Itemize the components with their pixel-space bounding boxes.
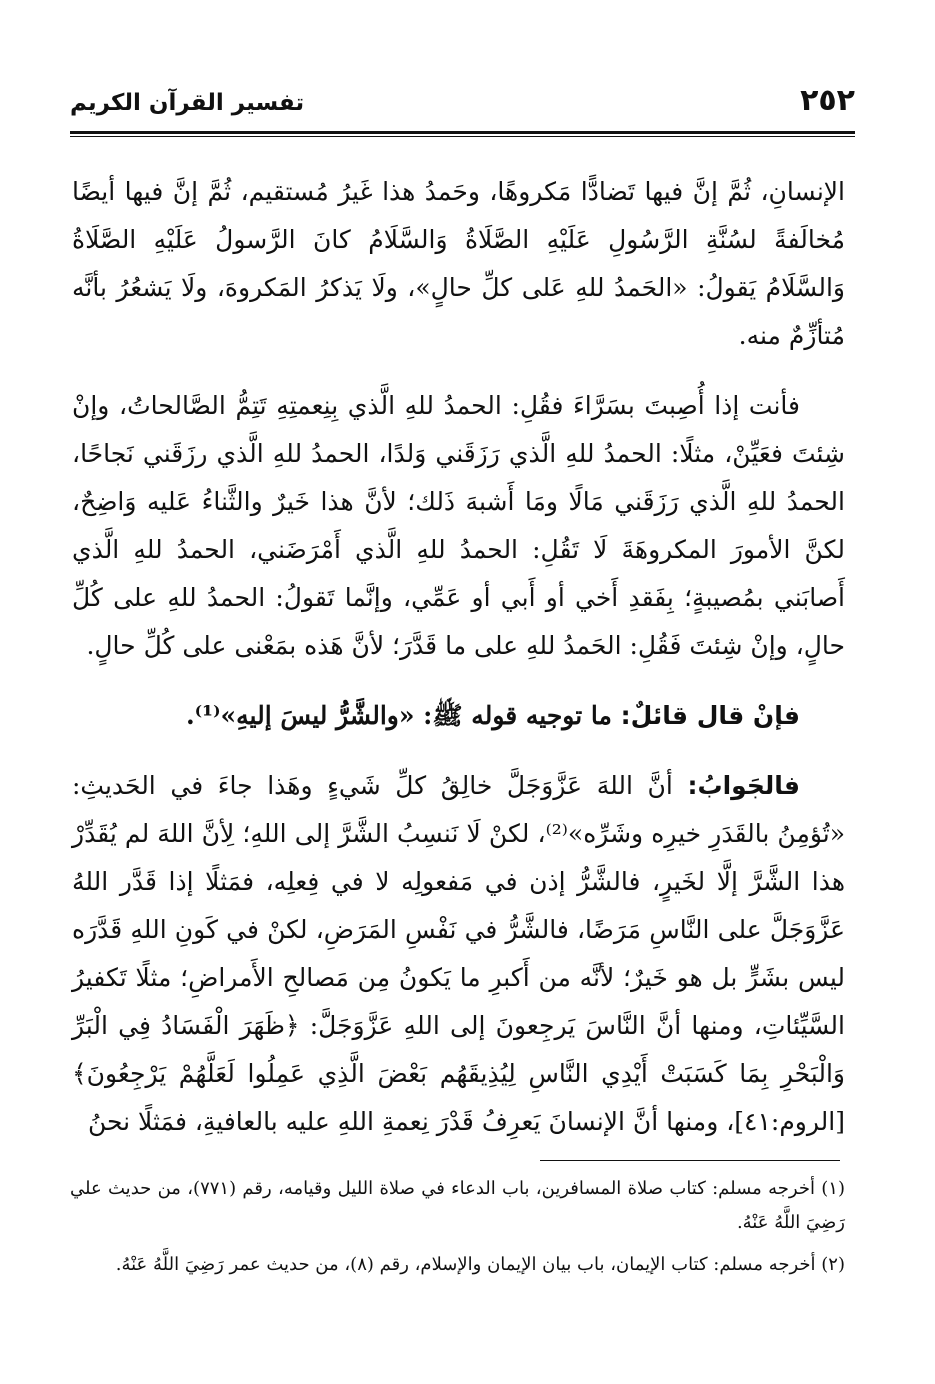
paragraph-lead: فإنْ قال قائلٌ: bbox=[620, 701, 800, 730]
paragraph bbox=[72, 762, 845, 1146]
footnote: (١) أخرجه مسلم: كتاب صلاة المسافرين، باب الدعاء في صلاة الليل وقيامه، رقم (٧٧١)، من حديث علي رَضِيَ اللَّهُ عَنْهُ. bbox=[70, 1178, 845, 1233]
page-header bbox=[70, 78, 855, 128]
footnote: (٢) أخرجه مسلم: كتاب الإيمان، باب بيان الإيمان والإسلام، رقم (٨)، من حديث عمر رَضِيَ اللَّهُ عَنْهُ. bbox=[115, 1254, 845, 1275]
paragraph-lead: فالجَوابُ: bbox=[687, 771, 800, 800]
header-rule bbox=[70, 131, 855, 134]
paragraph-text: الإنسانِ، ثُمَّ إنَّ فيها تَضادًّا مَكروهًا، وحَمدُ هذا غَيرُ مُستقيم، ثُمَّ إنَّ فيها أيضًا مُخالَفةً لسُنَّةِ الرَّسُولِ عَلَيْهِ الصَّلَاةُ وَالسَّلَامُ كانَ الرَّسولُ عَلَيْهِ الصَّلَاةُ وَالسَّلَامُ يَقولُ: «الحَمدُ للهِ عَلى كلِّ حالٍ»، ولَا يَذكرُ المَكروهَ، ولَا يَشعُرُ بأنَّه مُتأزِّمٌ منه. bbox=[72, 177, 845, 350]
page-number: ٢٥٢ bbox=[800, 83, 855, 118]
paragraph bbox=[72, 168, 845, 360]
paragraph-text: أنَّ اللهَ عَزَّوَجَلَّ خالِقُ كلِّ شَيءٍ وهَذا جاءَ في الحَديثِ: «تُؤمِنُ بالقَدَرِ خيرِه وشَرِّه»⁽²⁾، لكنْ لَا نَنسِبُ الشَّرَّ إلى اللهِ؛ لِأنَّ اللهَ لم يُقَدِّرْ هذا الشَّرَّ إلَّا لخَيرٍ، فالشَّرُّ إذن في مَفعولِه لا في فِعلِه، فمَثلًا إذا قَدَّر اللهُ عَزَّوَجَلَّ على النَّاسِ مَرَضًا، فالشَّرُّ في نَفْسِ المَرَضِ، لكنْ في كَونِ اللهِ قَدَّرَه ليس بشَرٍّ بل هو خَيرٌ؛ لأنَّه من أَكبرِ ما يَكونُ مِن مَصالحِ الأَمراضِ؛ مثلًا تَكفيرُ السَّيِّئاتِ، ومنها أنَّ النَّاسَ يَرجِعونَ إلى اللهِ عَزَّوَجَلَّ: ﴿ظَهَرَ الْفَسَادُ فِي الْبَرِّ وَالْبَحْرِ بِمَا كَسَبَتْ أَيْدِي النَّاسِ لِيُذِيقَهُم بَعْضَ الَّذِي عَمِلُوا لَعَلَّهُمْ يَرْجِعُونَ﴾ [الروم:٤١]، ومنها أنَّ الإنسانَ يَعرِفُ قَدْرَ نِعمةِ اللهِ عليه بالعافيةِ، فمَثلًا نحنُ bbox=[72, 771, 846, 1136]
footnotes bbox=[70, 1172, 845, 1290]
body-text bbox=[72, 168, 845, 1168]
paragraph-text: ما توجيه قوله ﷺ: «والشَّرُّ ليسَ إليهِ»⁽¹⁾. bbox=[185, 701, 621, 730]
paragraph bbox=[72, 382, 845, 670]
paragraph-text: فأنت إذا أُصِبتَ بسَرَّاءَ فقُلِ: الحمدُ للهِ الَّذي بِنِعمتِهِ تَتِمُّ الصَّالحاتُ، وإنْ شِئتَ فعَيِّنْ، مثلًا: الحمدُ للهِ الَّذي رَزَقَني وَلدًا، الحمدُ للهِ الَّذي رزَقَني نَجاحًا، الحمدُ للهِ الَّذي رَزَقَني مَالًا ومَا أَشبهَ ذَلك؛ لأنَّ هذا خَيرٌ والثَّناءُ عَليه وَاضِحٌ، لكنَّ الأمورَ المكروهَةَ لَا تَقُلِ: الحمدُ للهِ الَّذي أَمْرَضَني، الحمدُ للهِ الَّذي أَصابَني بمُصيبةٍ؛ بِفَقدِ أَخي أو أَبي أو عَمِّي، وإنَّما تَقولُ: الحمدُ للهِ على كُلِّ حالٍ، وإنْ شِئتَ فَقُلِ: الحَمدُ للهِ على ما قَدَّرَ؛ لأنَّ هَذه بمَعْنى على كُلِّ حالٍ. bbox=[72, 391, 845, 660]
running-title: تفسير القرآن الكريم bbox=[70, 90, 305, 116]
footnote-rule bbox=[540, 1160, 840, 1161]
paragraph bbox=[72, 692, 845, 740]
header-rule-thin bbox=[70, 136, 855, 137]
